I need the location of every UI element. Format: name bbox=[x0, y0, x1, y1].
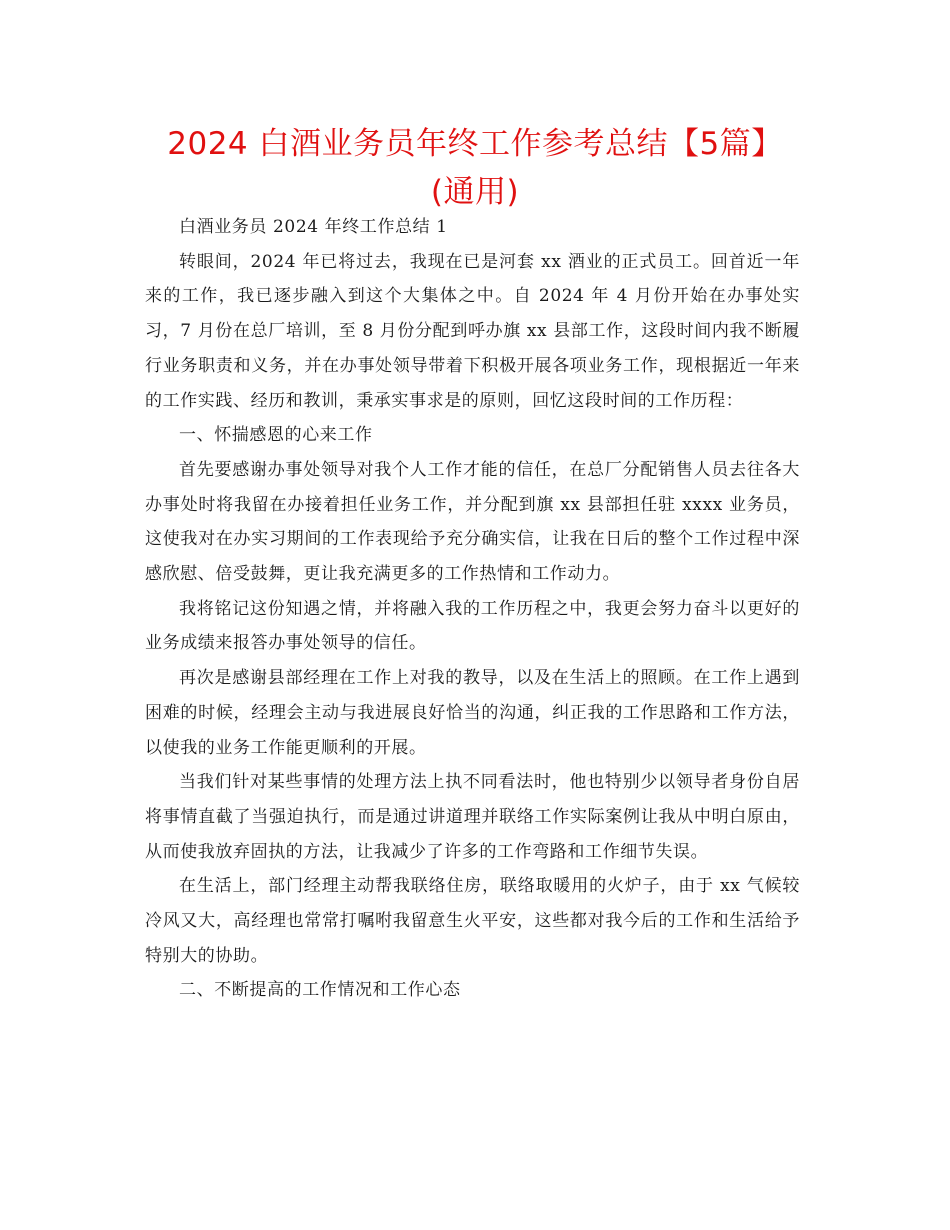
paragraph: 首先要感谢办事处领导对我个人工作才能的信任，在总厂分配销售人员去往各大办事处时将我留在办接着担任业务工作，并分配到旗 xx 县部担任驻 xxxx 业务员，这使我对在办实习期间的工作表现给予充分确实信，让我在日后的整个工作过程中深感欣慰、倍受鼓舞，更让我充满更多的工作热情和工作动力。 bbox=[145, 459, 800, 585]
document-title-suffix: (通用) bbox=[430, 174, 520, 210]
paragraph: 当我们针对某些事情的处理方法上执不同看法时，他也特别少以领导者身份自居将事情直截了当强迫执行，而是通过讲道理并联络工作实际案例让我从中明白原由，从而使我放弃固执的方法，让我减少了许多的工作弯路和工作细节失误。 bbox=[145, 772, 800, 862]
section-heading: 二、不断提高的工作情况和工作心态 bbox=[179, 980, 461, 1001]
paragraph: 转眼间，2024 年已将过去，我现在已是河套 xx 酒业的正式员工。回首近一年来的工作，我已逐步融入到这个大集体之中。自 2024 年 4 月份开始在办事处实习，7 月份在总厂培训，至 8 月份分配到呼办旗 xx 县部工作，这段时间内我不断履行业务职责和义务，并在办事处领导带着下积极开展各项业务工作，现根据近一年来的工作实践、经历和教训，秉承实事求是的原则，回忆这段时间的工作历程： bbox=[145, 251, 800, 411]
paragraph: 再次是感谢县部经理在工作上对我的教导，以及在生活上的照顾。在工作上遇到困难的时候，经理会主动与我进展良好恰当的沟通，纠正我的工作思路和工作方法，以使我的业务工作能更顺利的开展。 bbox=[145, 668, 800, 758]
document-title: 2024 白酒业务员年终工作参考总结【5篇】 bbox=[167, 126, 783, 162]
paragraph: 我将铭记这份知遇之情，并将融入我的工作历程之中，我更会努力奋斗以更好的业务成绩来报答办事处领导的信任。 bbox=[145, 598, 800, 654]
section-heading: 一、怀揣感恩的心来工作 bbox=[179, 425, 373, 446]
section-subtitle: 白酒业务员 2024 年终工作总结 1 bbox=[179, 217, 448, 237]
paragraph: 在生活上，部门经理主动帮我联络住房，联络取暖用的火炉子，由于 xx 气候较冷风又大，高经理也常常打嘱咐我留意生火平安，这些都对我今后的工作和生活给予特别大的协助。 bbox=[145, 876, 800, 966]
document-body bbox=[145, 210, 800, 1008]
